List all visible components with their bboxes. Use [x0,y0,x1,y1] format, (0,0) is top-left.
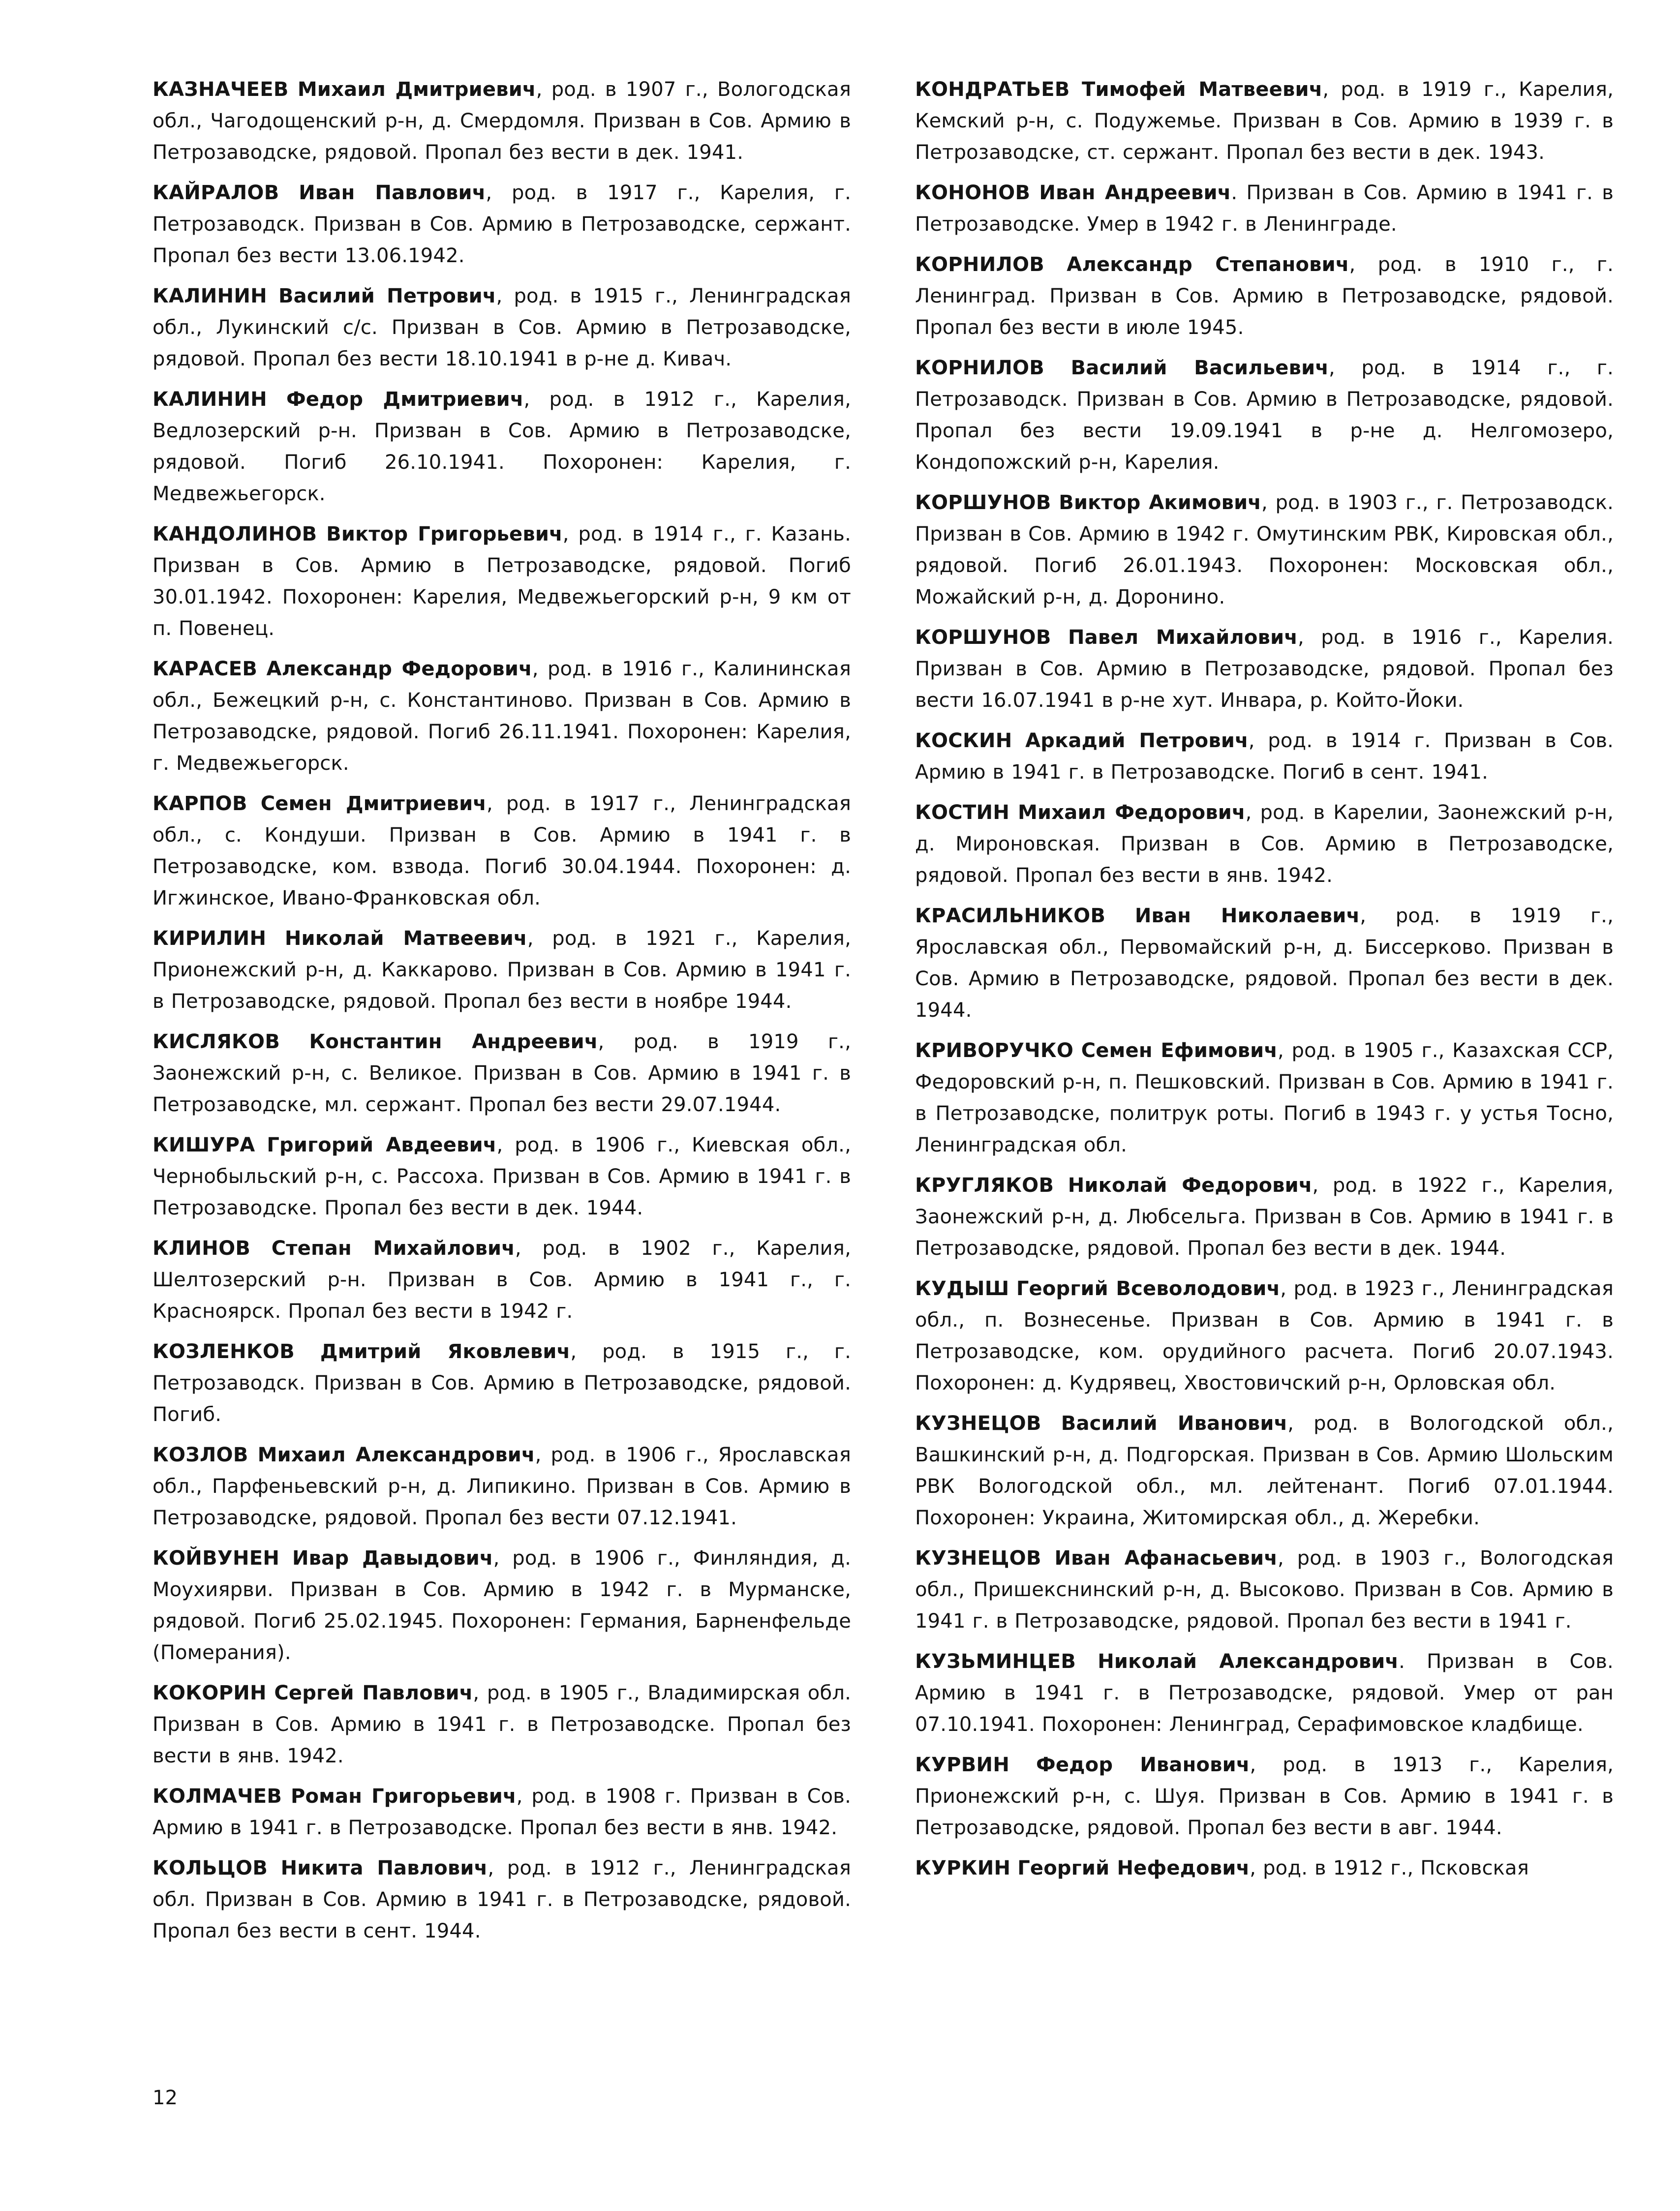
entry-details: , род. в 1906 г., Киевская обл., Чернобыльский р-н, с. Рассоха. Призван в Сов. Армию в 1941 г. в Петрозаводске. Пропал без вести в дек. 1944. [153,1134,851,1219]
list-item [153,74,851,168]
list-item [153,1336,851,1430]
entry-surname: КУДЫШ [915,1277,1009,1300]
entry-details: , род. в 1914 г., г. Казань. Призван в Сов. Армию в Петрозаводске, рядовой. Погиб 30.01.1942. Похоронен: Карелия, Медвежьегорский р-н, 9 км от п. Повенец. [153,523,851,640]
entry-details: , род. в 1913 г., Карелия, Прионежский р-н, с. Шуя. Призван в Сов. Армию в 1941 г. в Петрозаводске, рядовой. Пропал без вести в авг. 1944. [915,1754,1614,1839]
entry-details: , род. в 1907 г., Вологодская обл., Чагодощенский р-н, д. Смердомля. Призван в Сов. Армию в Петрозаводске, рядовой. Пропал без вести в дек. 1941. [153,78,851,164]
list-item [915,249,1614,343]
entry-given-names: Тимофей Матвеевич [1081,78,1323,101]
entry-details: , род. в 1916 г., Калининская обл., Бежецкий р-н, с. Константиново. Призван в Сов. Армию в Петрозаводске, рядовой. Погиб 26.11.1941. Похоронен: Карелия, г. Медвежьегорск. [153,658,852,775]
entry-surname: КАНДОЛИНОВ [153,523,317,545]
list-item [153,653,851,779]
list-item [153,1852,851,1947]
entry-details: , род. в 1915 г., г. Петрозаводск. Призван в Сов. Армию в Петрозаводске, рядовой. Погиб. [153,1340,851,1426]
entry-surname: КОСКИН [915,729,1012,752]
list-item [915,797,1614,891]
entry-surname: КОСТИН [915,801,1010,824]
entry-given-names: Роман Григорьевич [290,1785,517,1808]
entry-details: , род. в 1915 г., Ленинградская обл., Лукинский с/с. Призван в Сов. Армию в Петрозаводске, рядовой. Пропал без вести 18.10.1941 в р-не д. Кивач. [153,285,851,370]
entry-given-names: Виктор Акимович [1059,491,1261,514]
list-item [915,622,1614,716]
entry-given-names: Иван Павлович [299,182,486,204]
entry-surname: КРУГЛЯКОВ [915,1174,1054,1197]
entry-given-names: Виктор Григорьевич [326,523,563,545]
entry-given-names: Степан Михайлович [271,1237,515,1260]
list-item [915,725,1614,788]
entry-details: , род. в 1905 г., Казахская ССР, Федоровский р-н, п. Пешковский. Призван в Сов. Армию в 1941 г. в Петрозаводске, политрук роты. Погиб в 1943 г. у устья Тосно, Ленинградская обл. [915,1039,1614,1156]
entry-given-names: Михаил Дмитриевич [297,78,536,101]
left-column [153,74,851,1947]
list-item [153,1439,851,1534]
entry-surname: КАЙРАЛОВ [153,182,279,204]
entry-given-names: Василий Иванович [1061,1412,1288,1435]
entry-details: , род. в 1919 г., Карелия, Кемский р-н, с. Подужемье. Призван в Сов. Армию в 1939 г. в Петрозаводске, ст. сержант. Пропал без вести в дек. 1943. [915,78,1614,164]
entry-details: , род. в 1910 г., г. Ленинград. Призван в Сов. Армию в Петрозаводске, рядовой. Пропал без вести в июле 1945. [915,253,1614,339]
list-item [915,1543,1614,1637]
list-item [915,1646,1614,1740]
entry-given-names: Николай Александрович [1098,1650,1399,1673]
entry-details: , род. в 1919 г., Ярославская обл., Первомайский р-н, д. Биссерково. Призван в Сов. Армию в Петрозаводске, рядовой. Пропал без вести в дек. 1944. [915,905,1614,1022]
list-item [153,384,851,510]
entry-surname: КЛИНОВ [153,1237,251,1260]
entry-given-names: Иван Андреевич [1039,182,1231,204]
entry-given-names: Михаил Александрович [257,1444,535,1466]
entry-surname: КАРАСЕВ [153,658,258,680]
entry-details: , род. в 1905 г., Владимирская обл. Призван в Сов. Армию в 1941 г. в Петрозаводске. Пропал без вести в янв. 1942. [153,1682,851,1767]
entry-surname: КАЗНАЧЕЕВ [153,78,289,101]
entry-given-names: Георгий Всеволодович [1016,1277,1281,1300]
entry-given-names: Василий Васильевич [1070,357,1329,379]
entry-surname: КАЛИНИН [153,285,267,307]
list-item [153,788,851,914]
entry-given-names: Сергей Павлович [274,1682,473,1704]
list-item [153,518,851,644]
entry-details: , род. в 1914 г., г. Петрозаводск. Призван в Сов. Армию в Петрозаводске, рядовой. Пропал без вести 19.09.1941 в р-не д. Нелгомозеро, Кондопожский р-н, Карелия. [915,357,1614,474]
list-item [915,1035,1614,1161]
entry-given-names: Александр Степанович [1067,253,1349,276]
entry-surname: КИСЛЯКОВ [153,1030,280,1053]
entry-surname: КИШУРА [153,1134,255,1156]
entry-given-names: Дмитрий Яковлевич [320,1340,571,1363]
entry-given-names: Семен Дмитриевич [260,792,487,815]
entry-given-names: Николай Матвеевич [284,927,527,950]
list-item [153,1233,851,1327]
list-item [915,1273,1614,1399]
entry-surname: КАЛИНИН [153,388,267,411]
entry-surname: КОЗЛОВ [153,1444,248,1466]
entry-details: , род. в 1922 г., Карелия, Заонежский р-н, д. Любсельга. Призван в Сов. Армию в 1941 г. в Петрозаводске, рядовой. Пропал без вести в дек. 1944. [915,1174,1614,1260]
entry-surname: КИРИЛИН [153,927,267,950]
entry-details: , род. в 1903 г., г. Петрозаводск. Призван в Сов. Армию в 1942 г. Омутинским РВК, Кировская обл., рядовой. Погиб 26.01.1943. Похоронен: Московская обл., Можайский р-н, д. Доронино. [915,491,1614,608]
entry-details: , род. в Вологодской обл., Вашкинский р-н, д. Подгорская. Призван в Сов. Армию Шольским РВК Вологодской обл., мл. лейтенант. Погиб 07.01.1944. Похоронен: Украина, Житомирская обл., д. Жеребки. [915,1412,1614,1529]
entry-surname: КРИВОРУЧКО [915,1039,1074,1062]
entry-given-names: Григорий Авдеевич [267,1134,497,1156]
entry-surname: КОРНИЛОВ [915,357,1045,379]
entry-given-names: Ивар Давыдович [292,1547,493,1570]
entry-given-names: Павел Михайлович [1068,626,1298,649]
entry-details: , род. в Карелии, Заонежский р-н, д. Мироновская. Призван в Сов. Армию в Петрозаводске, рядовой. Пропал без вести в янв. 1942. [915,801,1614,887]
entry-surname: КОКОРИН [153,1682,267,1704]
list-item [915,487,1614,613]
entry-given-names: Никита Павлович [280,1857,488,1879]
entry-surname: КУЗЬМИНЦЕВ [915,1650,1076,1673]
entry-given-names: Георгий Нефедович [1017,1857,1250,1879]
entry-details: , род. в 1902 г., Карелия, Шелтозерский р-н. Призван в Сов. Армию в 1941 г., г. Красноярск. Пропал без вести в 1942 г. [153,1237,851,1323]
list-item [915,352,1614,478]
entry-details: . Призван в Сов. Армию в 1941 г. в Петрозаводске. Умер в 1942 г. в Ленинграде. [915,182,1614,236]
entry-details: , род. в 1916 г., Карелия. Призван в Сов. Армию в Петрозаводске, рядовой. Пропал без вести 16.07.1941 в р-не хут. Инвара, р. Който-Йоки. [915,626,1614,712]
entry-details: , род. в 1912 г., Псковская [1250,1857,1529,1879]
entry-surname: КОЗЛЕНКОВ [153,1340,295,1363]
entry-surname: КРАСИЛЬНИКОВ [915,905,1106,927]
entry-details: , род. в 1903 г., Вологодская обл., Пришекснинский р-н, д. Высоково. Призван в Сов. Армию в 1941 г. в Петрозаводске, рядовой. Пропал без вести в 1941 г. [915,1547,1614,1633]
list-item [915,1408,1614,1534]
entry-details: , род. в 1923 г., Ленинградская обл., п. Вознесенье. Призван в Сов. Армию в 1941 г. в Петрозаводске, ком. орудийного расчета. Погиб 20.07.1943. Похоронен: д. Кудрявец, Хвостовичский р-н, Орловская обл. [915,1277,1614,1394]
entry-details: , род. в 1906 г., Ярославская обл., Парфеньевский р-н, д. Липикино. Призван в Сов. Армию в Петрозаводске, рядовой. Пропал без вести 07.12.1941. [153,1444,852,1529]
list-item [153,1129,851,1224]
entry-details: , род. в 1906 г., Финляндия, д. Моухиярви. Призван в Сов. Армию в 1942 г. в Мурманске, рядовой. Погиб 25.02.1945. Похоронен: Германия, Барненфельде (Померания). [153,1547,852,1664]
entry-given-names: Иван Афанасьевич [1054,1547,1278,1570]
entry-surname: КОЙВУНЕН [153,1547,280,1570]
entry-surname: КУРКИН [915,1857,1011,1879]
entry-given-names: Аркадий Петрович [1025,729,1249,752]
entry-given-names: Семен Ефимович [1081,1039,1278,1062]
entry-given-names: Федор Дмитриевич [286,388,524,411]
list-item [153,177,851,272]
list-item [915,900,1614,1026]
entry-surname: КОРШУНОВ [915,626,1051,649]
entry-details: , род. в 1912 г., Карелия, Ведлозерский р-н. Призван в Сов. Армию в Петрозаводске, рядовой. Погиб 26.10.1941. Похоронен: Карелия, г. Медвежьегорск. [153,388,851,505]
entry-surname: КОРШУНОВ [915,491,1051,514]
entry-given-names: Александр Федорович [266,658,532,680]
list-item [915,177,1614,240]
entry-given-names: Иван Николаевич [1134,905,1360,927]
entry-details: , род. в 1917 г., Ленинградская обл., с. Кондуши. Призван в Сов. Армию в 1941 г. в Петрозаводске, ком. взвода. Погиб 30.04.1944. Похоронен: д. Игжинское, Ивано-Франковская обл. [153,792,851,909]
entry-given-names: Василий Петрович [278,285,496,307]
entry-details: , род. в 1921 г., Карелия, Прионежский р-н, д. Каккарово. Призван в Сов. Армию в 1941 г. в Петрозаводске, рядовой. Пропал без вести в ноябре 1944. [153,927,851,1013]
entry-surname: КОНОНОВ [915,182,1031,204]
entry-details: , род. в 1917 г., Карелия, г. Петрозаводск. Призван в Сов. Армию в Петрозаводске, сержант. Пропал без вести 13.06.1942. [153,182,851,267]
entry-given-names: Константин Андреевич [309,1030,598,1053]
list-item [153,1781,851,1844]
right-column [915,74,1614,1884]
entry-details: , род. в 1919 г., Заонежский р-н, с. Великое. Призван в Сов. Армию в 1941 г. в Петрозаводске, мл. сержант. Пропал без вести 29.07.1944. [153,1030,852,1116]
page-number: 12 [153,2087,178,2109]
entry-details: . Призван в Сов. Армию в 1941 г. в Петрозаводске, рядовой. Умер от ран 07.10.1941. Похоронен: Ленинград, Серафимовское кладбище. [915,1650,1614,1736]
entry-details: , род. в 1914 г. Призван в Сов. Армию в 1941 г. в Петрозаводске. Погиб в сент. 1941. [915,729,1614,784]
entry-given-names: Николай Федорович [1068,1174,1313,1197]
entry-given-names: Михаил Федорович [1018,801,1246,824]
entry-details: , род. в 1908 г. Призван в Сов. Армию в 1941 г. в Петрозаводске. Пропал без вести в янв. 1942. [153,1785,851,1839]
entry-surname: КОЛМАЧЕВ [153,1785,282,1808]
list-item [915,1170,1614,1264]
list-item [915,1749,1614,1844]
list-item [153,923,851,1017]
entry-surname: КАРПОВ [153,792,247,815]
list-item [915,74,1614,168]
entry-surname: КУРВИН [915,1754,1010,1776]
list-item [153,280,851,375]
entry-given-names: Федор Иванович [1036,1754,1250,1776]
list-item [153,1543,851,1668]
list-item [153,1026,851,1121]
entry-surname: КОРНИЛОВ [915,253,1045,276]
entry-details: , род. в 1912 г., Ленинградская обл. Призван в Сов. Армию в 1941 г. в Петрозаводске, рядовой. Пропал без вести в сент. 1944. [153,1857,851,1942]
entry-surname: КУЗНЕЦОВ [915,1412,1041,1435]
entry-surname: КОНДРАТЬЕВ [915,78,1070,101]
list-item [153,1677,851,1772]
entry-surname: КОЛЬЦОВ [153,1857,268,1879]
entry-surname: КУЗНЕЦОВ [915,1547,1041,1570]
list-item [915,1852,1614,1884]
